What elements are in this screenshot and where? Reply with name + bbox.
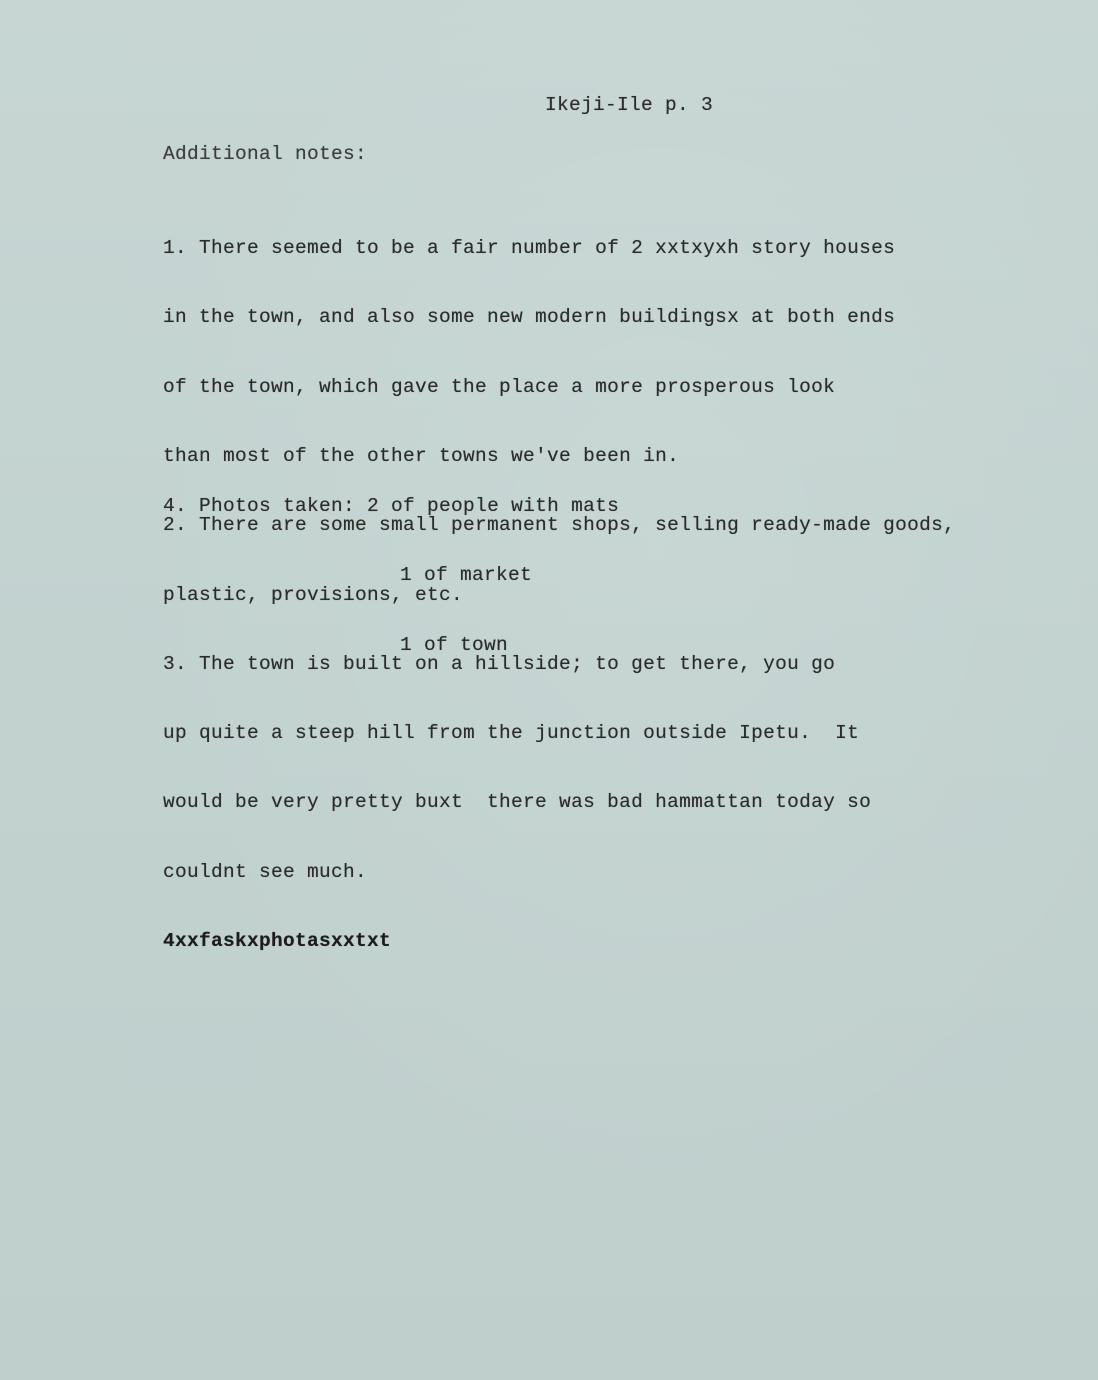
photos-row xyxy=(163,564,619,587)
text-line: would be very pretty buxt there was bad hammattan today so xyxy=(163,791,872,814)
text-line: in the town, and also some new modern buildingsx at both ends xyxy=(163,306,896,329)
photos-lead: 4. Photos taken: xyxy=(163,495,368,518)
page-header: Ikeji-Ile p. 3 xyxy=(545,94,714,116)
struck-out-line: 4xxfaskxphotasxxtxt xyxy=(163,930,392,952)
section-heading: Additional notes: xyxy=(163,143,368,165)
photos-row xyxy=(163,495,619,518)
text-line: plastic, provisions, etc. xyxy=(163,583,464,606)
photo-item: 1 of town xyxy=(400,633,509,656)
text-line: couldnt see much. xyxy=(163,860,368,883)
photos-list xyxy=(163,449,619,703)
text-line: 2. There are some small permanent shops, selling ready-made goods, xyxy=(163,514,956,537)
text-line: up quite a steep hill from the junction outside Ipetu. It xyxy=(163,722,860,745)
photo-item: 2 of people with mats xyxy=(367,495,620,518)
text-line: of the town, which gave the place a more prosperous look xyxy=(163,375,836,398)
text-line: than most of the other towns we've been in. xyxy=(163,445,680,468)
text-line: 1. There seemed to be a fair number of 2 xxtxyxh story houses xyxy=(163,237,896,260)
text-line: 3. The town is built on a hillside; to get there, you go xyxy=(163,652,836,675)
photos-row xyxy=(163,634,619,657)
photo-item: 1 of market xyxy=(400,564,533,587)
